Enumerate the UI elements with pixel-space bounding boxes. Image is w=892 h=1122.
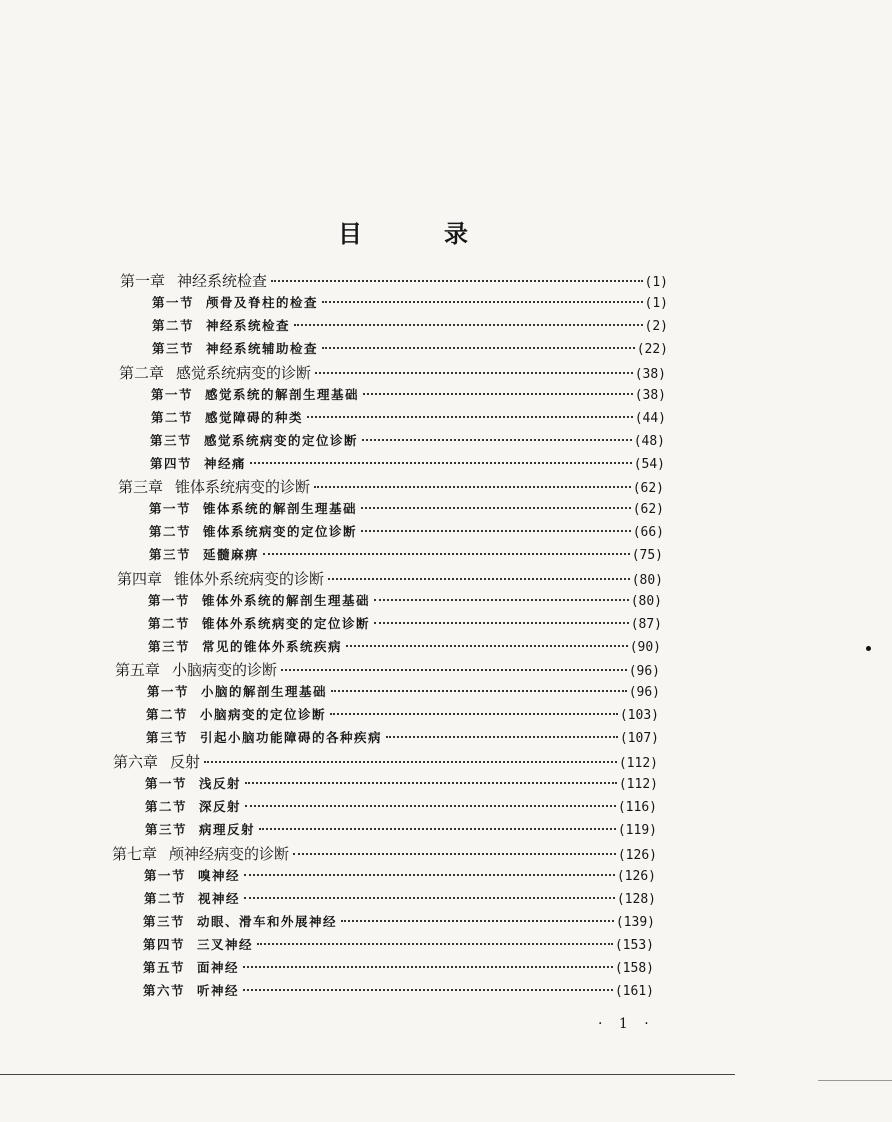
section-number: 第二节 — [149, 524, 192, 539]
page-ref: (62) — [632, 502, 664, 517]
page-ref: (54) — [633, 457, 665, 472]
section-number: 第四节 — [143, 937, 186, 952]
dot-leader — [243, 966, 613, 968]
scan-speck — [866, 646, 871, 651]
chapter-number: 第七章 — [112, 845, 158, 863]
section-number: 第三节 — [145, 822, 188, 837]
dot-leader — [245, 805, 616, 807]
toc-chapter-6[interactable] — [113, 751, 658, 773]
page-ref: (107) — [619, 731, 659, 746]
chapter-number: 第六章 — [113, 753, 159, 771]
toc-section[interactable] — [150, 454, 665, 476]
page-ref: (1) — [644, 296, 668, 311]
toc-section[interactable] — [149, 522, 664, 544]
dot-leader — [331, 690, 627, 692]
section-number: 第三节 — [143, 914, 186, 929]
dot-leader — [257, 943, 613, 945]
toc-section[interactable] — [145, 797, 657, 819]
chapter-number: 第五章 — [115, 661, 161, 679]
toc-section[interactable] — [146, 728, 659, 750]
dot-leader — [322, 301, 642, 303]
page-ref: (126) — [616, 869, 656, 884]
section-number: 第二节 — [145, 799, 188, 814]
section-title: 神经痛 — [204, 456, 247, 471]
toc-section[interactable] — [148, 614, 662, 636]
section-title: 视神经 — [198, 891, 241, 906]
section-title: 神经系统检查 — [206, 318, 291, 333]
dot-leader — [281, 669, 627, 671]
section-title: 感觉系统病变的定位诊断 — [204, 433, 359, 448]
dot-leader — [271, 280, 642, 282]
section-number: 第一节 — [149, 501, 192, 516]
toc-chapter-2[interactable] — [119, 362, 666, 384]
section-title: 深反射 — [199, 799, 242, 814]
page-ref: (38) — [634, 388, 666, 403]
page-ref: (112) — [618, 756, 658, 771]
dot-leader — [315, 372, 633, 374]
toc-section[interactable] — [148, 591, 662, 613]
page-ref: (80) — [630, 594, 662, 609]
dot-leader — [374, 599, 629, 601]
chapter-number: 第四章 — [117, 570, 163, 588]
dot-leader — [263, 553, 630, 555]
page-ref: (119) — [617, 823, 657, 838]
section-number: 第一节 — [148, 593, 191, 608]
page-ref: (126) — [617, 848, 657, 863]
page-ref: (161) — [614, 984, 654, 999]
section-number: 第一节 — [152, 295, 195, 310]
toc-section[interactable] — [143, 981, 654, 1003]
dot-leader — [307, 416, 633, 418]
toc-section[interactable] — [152, 339, 668, 361]
chapter-title: 颅神经病变的诊断 — [169, 845, 290, 863]
page-ref: (96) — [628, 664, 660, 679]
page-ref: (96) — [628, 685, 660, 700]
scan-line — [0, 1074, 735, 1075]
dot-leader — [244, 897, 615, 899]
section-number: 第二节 — [144, 891, 187, 906]
chapter-number: 第一章 — [120, 272, 166, 290]
page-ref: (75) — [631, 548, 663, 563]
toc-chapter-7[interactable] — [112, 843, 657, 865]
toc-section[interactable] — [144, 866, 656, 888]
toc-section[interactable] — [152, 293, 668, 315]
section-title: 感觉障碍的种类 — [205, 410, 304, 425]
chapter-title: 小脑病变的诊断 — [172, 661, 278, 679]
page-ref: (66) — [632, 525, 664, 540]
dot-leader — [250, 462, 632, 464]
chapter-number: 第三章 — [118, 478, 164, 496]
dot-leader — [294, 324, 642, 326]
section-title: 浅反射 — [199, 776, 242, 791]
title-char-1: 目 — [338, 219, 362, 248]
section-title: 锥体外系统的解剖生理基础 — [202, 593, 371, 608]
section-number: 第三节 — [152, 341, 195, 356]
dot-leader — [244, 874, 615, 876]
page-ref: (2) — [644, 319, 668, 334]
section-number: 第二节 — [152, 318, 195, 333]
section-number: 第五节 — [143, 960, 186, 975]
section-number: 第三节 — [148, 639, 191, 654]
dot-leader — [245, 782, 617, 784]
section-title: 锥体系统的解剖生理基础 — [203, 501, 358, 516]
page-ref: (90) — [629, 640, 661, 655]
page-ref: (116) — [617, 800, 657, 815]
dot-leader — [328, 578, 630, 580]
page-ref: (158) — [614, 961, 654, 976]
toc-section[interactable] — [145, 774, 658, 796]
section-title: 小脑病变的定位诊断 — [200, 707, 327, 722]
dot-leader — [322, 347, 635, 349]
page-ref: (87) — [630, 617, 662, 632]
page-title — [338, 214, 468, 248]
toc-section[interactable] — [143, 912, 655, 934]
chapter-title: 神经系统检查 — [177, 272, 268, 290]
section-number: 第四节 — [150, 456, 193, 471]
dot-leader — [361, 507, 631, 509]
toc-chapter-4[interactable] — [117, 568, 663, 590]
section-number: 第一节 — [144, 868, 187, 883]
page-ref: (62) — [632, 481, 664, 496]
dot-leader — [386, 736, 618, 738]
dot-leader — [204, 761, 617, 763]
dot-leader — [293, 853, 616, 855]
toc-section[interactable] — [143, 935, 654, 957]
section-title: 引起小脑功能障碍的各种疾病 — [200, 730, 383, 745]
section-number: 第三节 — [146, 730, 189, 745]
section-title: 小脑的解剖生理基础 — [201, 684, 328, 699]
toc-section[interactable] — [150, 431, 665, 453]
section-title: 颅骨及脊柱的检查 — [206, 295, 319, 310]
toc-section[interactable] — [152, 316, 668, 338]
chapter-title: 锥体系统病变的诊断 — [175, 478, 311, 496]
section-title: 动眼、滑车和外展神经 — [197, 914, 338, 929]
section-title: 嗅神经 — [198, 868, 241, 883]
section-number: 第一节 — [147, 684, 190, 699]
dot-leader — [374, 622, 629, 624]
toc-section[interactable] — [147, 682, 660, 704]
dot-leader — [243, 989, 613, 991]
toc-section[interactable] — [145, 820, 657, 842]
toc-chapter-3[interactable] — [118, 476, 664, 498]
section-number: 第一节 — [145, 776, 188, 791]
chapter-title: 反射 — [170, 753, 201, 771]
section-number: 第二节 — [148, 616, 191, 631]
dot-leader — [259, 828, 616, 830]
section-number: 第三节 — [149, 547, 192, 562]
section-title: 锥体外系统病变的定位诊断 — [202, 616, 371, 631]
dot-leader — [346, 645, 628, 647]
page-ref: (48) — [633, 434, 665, 449]
section-number: 第二节 — [151, 410, 194, 425]
page-ref: (139) — [615, 915, 655, 930]
chapter-number: 第二章 — [119, 364, 165, 382]
toc-section[interactable] — [149, 499, 664, 521]
page-ref: (38) — [634, 367, 666, 382]
page-ref: (44) — [634, 411, 666, 426]
dot-leader — [362, 439, 632, 441]
section-number: 第三节 — [150, 433, 193, 448]
section-title: 面神经 — [197, 960, 240, 975]
toc-section[interactable] — [143, 958, 654, 980]
toc-chapter-1[interactable] — [120, 270, 668, 292]
page-ref: (22) — [636, 342, 668, 357]
dot-leader — [363, 393, 633, 395]
dot-leader — [341, 920, 614, 922]
section-title: 听神经 — [197, 983, 240, 998]
toc-section[interactable] — [144, 889, 656, 911]
page-ref: (80) — [631, 573, 663, 588]
section-title: 锥体系统病变的定位诊断 — [203, 524, 358, 539]
toc-section[interactable] — [149, 545, 663, 567]
dot-leader — [330, 713, 618, 715]
toc-section[interactable] — [146, 705, 659, 727]
toc-section[interactable] — [151, 408, 666, 430]
toc-section[interactable] — [151, 385, 666, 407]
scan-line — [818, 1080, 892, 1081]
section-title: 感觉系统的解剖生理基础 — [205, 387, 360, 402]
page-ref: (153) — [614, 938, 654, 953]
chapter-title: 感觉系统病变的诊断 — [176, 364, 312, 382]
page-ref: (112) — [618, 777, 658, 792]
toc-section[interactable] — [148, 637, 661, 659]
page-ref: (103) — [619, 708, 659, 723]
section-title: 病理反射 — [199, 822, 256, 837]
section-number: 第六节 — [143, 983, 186, 998]
section-number: 第二节 — [146, 707, 189, 722]
chapter-title: 锥体外系统病变的诊断 — [174, 570, 325, 588]
toc-chapter-5[interactable] — [115, 659, 660, 681]
section-title: 常见的锥体外系统疾病 — [202, 639, 343, 654]
dot-leader — [361, 530, 631, 532]
page-ref: (1) — [644, 275, 668, 290]
title-char-2: 录 — [444, 219, 468, 248]
dot-leader — [314, 486, 631, 488]
section-title: 三叉神经 — [197, 937, 254, 952]
section-number: 第一节 — [151, 387, 194, 402]
section-title: 神经系统辅助检查 — [206, 341, 319, 356]
page-number: · 1 · — [598, 1016, 655, 1032]
page-ref: (128) — [616, 892, 656, 907]
section-title: 延髓麻痹 — [203, 547, 260, 562]
